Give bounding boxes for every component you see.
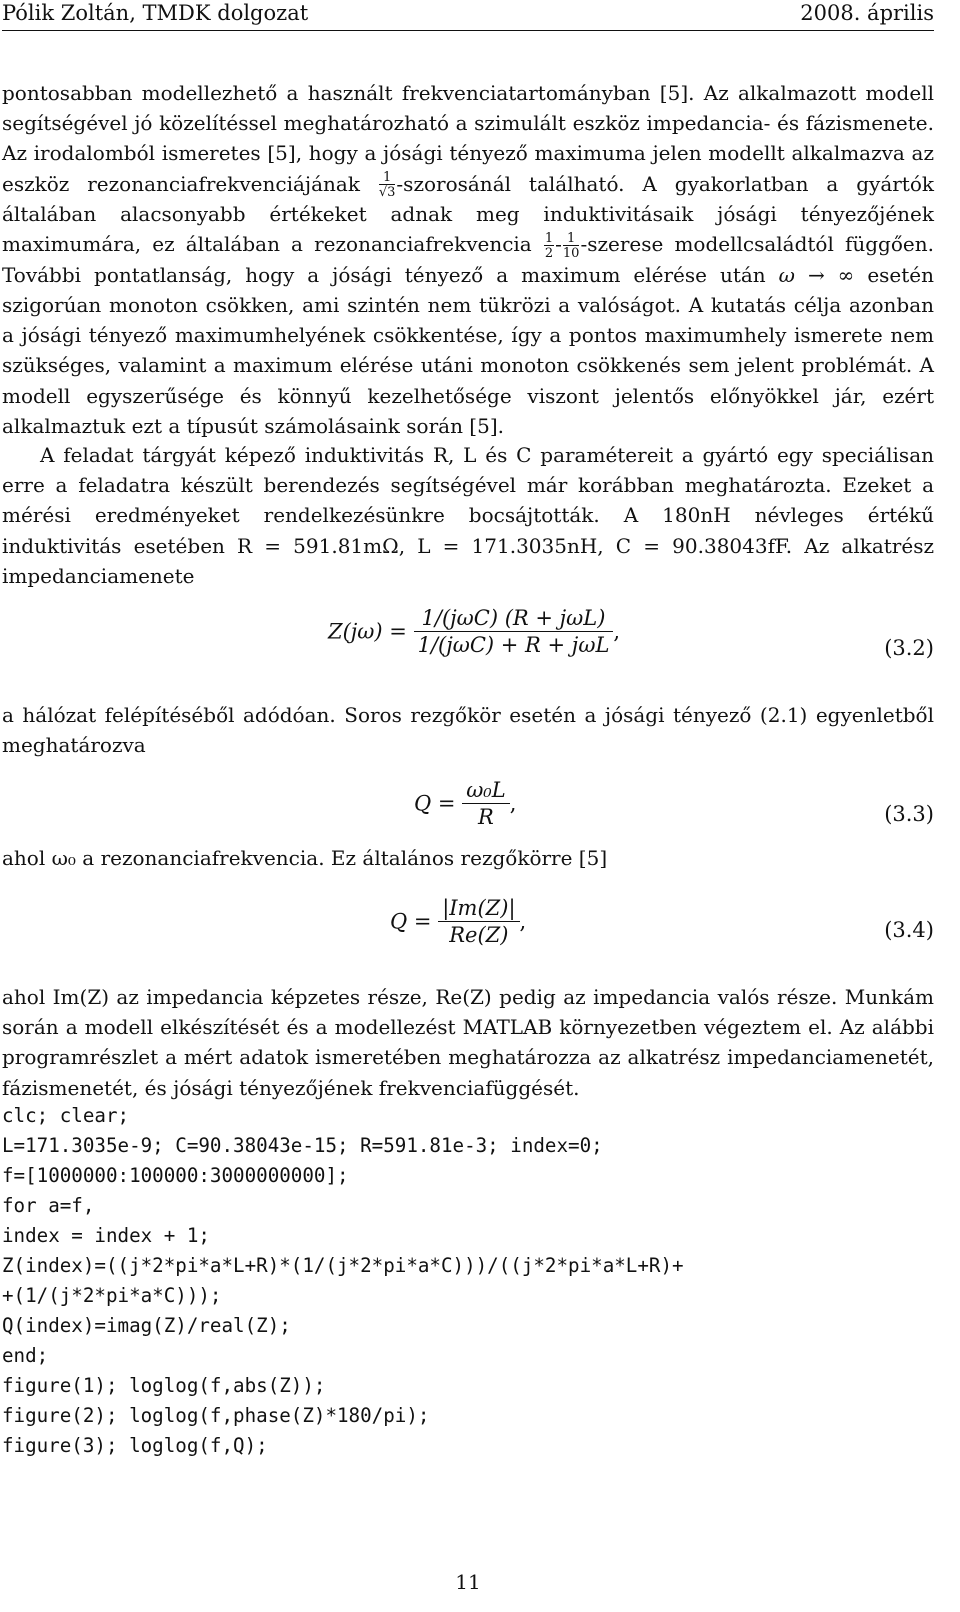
paragraph-resonance: ahol ω₀ a rezonanciafrekvencia. Ez általános rezgőkörre [5] bbox=[2, 846, 608, 870]
eq33-number: (3.3) bbox=[884, 802, 934, 826]
page-number: 11 bbox=[455, 1570, 481, 1594]
eq34-fraction: $\frac{|Im(Z)|}{Re(Z)}$ bbox=[438, 898, 519, 946]
paragraph1-text-c: -szerese modellcsaládtól függően. További pontatlanság, hogy a jósági tényező a maximum elérése után bbox=[2, 232, 934, 287]
paragraph-parameters: A feladat tárgyát képező induktivitás R, L és C paramétereit a gyártó egy speciálisan erre a feladatra készült berendezés segítségével már korábban meghatározta. Ezeket a mérési eredményeket rendelkezésünkre bocsájtották. A 180nH névleges értékű induktivitás esetében R = 591.81mΩ, L = 171.3035nH, C = 90.38043fF. Az alkatrész impedanciamenete bbox=[2, 443, 934, 588]
eq32-numerator: 1/(jωC) (R + jωL) bbox=[414, 608, 614, 632]
eq32-number: (3.2) bbox=[884, 636, 934, 660]
code-line: Z(index)=((j*2*pi*a*L+R)*(1/(j*2*pi*a*C)))/((j*2*pi*a*L+R)+ bbox=[2, 1254, 684, 1277]
eq32-lhs: Z(jω) = bbox=[328, 619, 407, 644]
equation-3-3: Q = $\frac{\text{ω₀L}}{R}$ , (3.3) bbox=[414, 778, 934, 829]
code-line: L=171.3035e-9; C=90.38043e-15; R=591.81e-3; index=0; bbox=[2, 1134, 603, 1157]
eq33-fraction: $\frac{\text{ω₀L}}{R}$ bbox=[462, 780, 510, 828]
code-line: clc; clear; bbox=[2, 1104, 130, 1127]
paragraph-model-description: pontosabban modellezhető a használt frekvenciatartományban [5]. Az alkalmazott modell segítségével jó közelítéssel meghatározható a szimulált eszköz impedancia- és fázismenete. Az irodalomból ismeretes [5], hogy a jósági tényező maximuma jelen modellt alkalmazva az eszköz rezonanciafrekvenciájának $\frac{1}{√3}$ -szorosánál található. A gyakorlatban a gyártók általában alacsonyabb értékeket adnak meg induktivitásaik jósági tényezőjének maximumára, ez általában a rezonanciafrekvencia $\frac{1}{2}$ - $\frac{1}{10}$ -szerese modellcsaládtól függően. További pontatlanság, hogy a jósági tényező a maximum elérése után ω → ∞ esetén szigorúan monoton csökken, ami szintén nem tükrözi a valóságot. A kutatás célja azonban a jósági tényező maximumhelyének csökkentése, így a pontos maximumhely ismerete nem szükséges, valamint a maximum elérése utáni monoton csökkenés sem jelent problémát. A modell egyszerűsége és könnyű kezelhetősége viszont jelentős előnyökkel jár, ezért alkalmaztuk ezt a típusút számolásaink során [5]. bbox=[2, 81, 935, 438]
code-line: index = index + 1; bbox=[2, 1224, 210, 1247]
fraction-one-tenth: $\frac{1}{10}$ bbox=[562, 230, 580, 261]
eq34-number: (3.4) bbox=[884, 918, 934, 942]
running-header bbox=[2, 0, 934, 26]
code-line: figure(2); loglog(f,phase(Z)*180/pi); bbox=[2, 1404, 430, 1427]
code-line: for a=f, bbox=[2, 1194, 95, 1217]
equation-3-4: Q = $\frac{|Im(Z)|}{Re(Z)}$ , (3.4) bbox=[390, 896, 934, 947]
equation-3-2: Z(jω) = 1/(jωC) (R + jωL) 1/(jωC) + R + jωL , (3.2) bbox=[328, 606, 934, 660]
eq32-fraction bbox=[414, 608, 614, 656]
header-rule bbox=[2, 30, 934, 31]
paragraph1-text-b: -szorosánál található. A gyakorlatban a gyártók általában alacsonyabb értékeket adnak meg induktivitásaik jósági tényezőjének maximumára, ez általában a rezonanciafrekvencia bbox=[2, 171, 935, 257]
code-line: figure(1); loglog(f,abs(Z)); bbox=[2, 1374, 326, 1397]
paragraph-matlab-intro: ahol Im(Z) az impedancia képzetes része, Re(Z) pedig az impedancia valós része. Munkám során a modell elkészítését és a modellezést MATLAB környezetben végeztem el. Az alábbi programrészlet a mért adatok ismeretében meghatározza az alkatrész impedanciamenetét, fázismenetét, és jósági tényezőjének frekvenciafüggését. bbox=[2, 985, 934, 1100]
eq32-denominator: 1/(jωC) + R + jωL bbox=[417, 633, 610, 657]
paragraph1-text-a: pontosabban modellezhető a használt frekvenciatartományban [5]. Az alkalmazott modell segítségével jó közelítéssel meghatározható a szimulált eszköz impedancia- és fázismenete. Az irodalomból ismeretes [5], hogy a jósági tényező maximuma jelen modellt alkalmazva az eszköz rezonanciafrekvenciájának bbox=[2, 81, 934, 196]
code-line: +(1/(j*2*pi*a*C))); bbox=[2, 1284, 222, 1307]
fraction-one-over-sqrt3: $\frac{1}{√3}$ bbox=[378, 170, 396, 201]
paragraph1-text-d: esetén szigorúan monoton csökken, ami szintén nem tükrözi a valóságot. A kutatás célja azonban a jósági tényező maximumhelyének csökkentése, így a pontos maximumhely ismerete nem szükséges, valamint a maximum elérése utáni monoton csökkenés sem jelent problémát. A modell egyszerűsége és könnyű kezelhetősége viszont jelentős előnyökkel jár, ezért alkalmaztuk ezt a típusút számolásaink során [5]. bbox=[2, 262, 935, 438]
code-line: Q(index)=imag(Z)/real(Z); bbox=[2, 1314, 291, 1337]
code-line: figure(3); loglog(f,Q); bbox=[2, 1434, 268, 1457]
omega-to-infinity: ω → ∞ bbox=[778, 262, 855, 287]
code-line: f=[1000000:100000:3000000000]; bbox=[2, 1164, 349, 1187]
paragraph-series-circuit: a hálózat felépítéséből adódóan. Soros rezgőkör esetén a jósági tényező (2.1) egyenletből meghatározva bbox=[2, 703, 934, 758]
fraction-one-half: $\frac{1}{2}$ bbox=[544, 230, 554, 261]
code-line: end; bbox=[2, 1344, 49, 1367]
header-author: Pólik Zoltán, TMDK dolgozat bbox=[2, 1, 309, 25]
header-date: 2008. április bbox=[800, 1, 934, 25]
